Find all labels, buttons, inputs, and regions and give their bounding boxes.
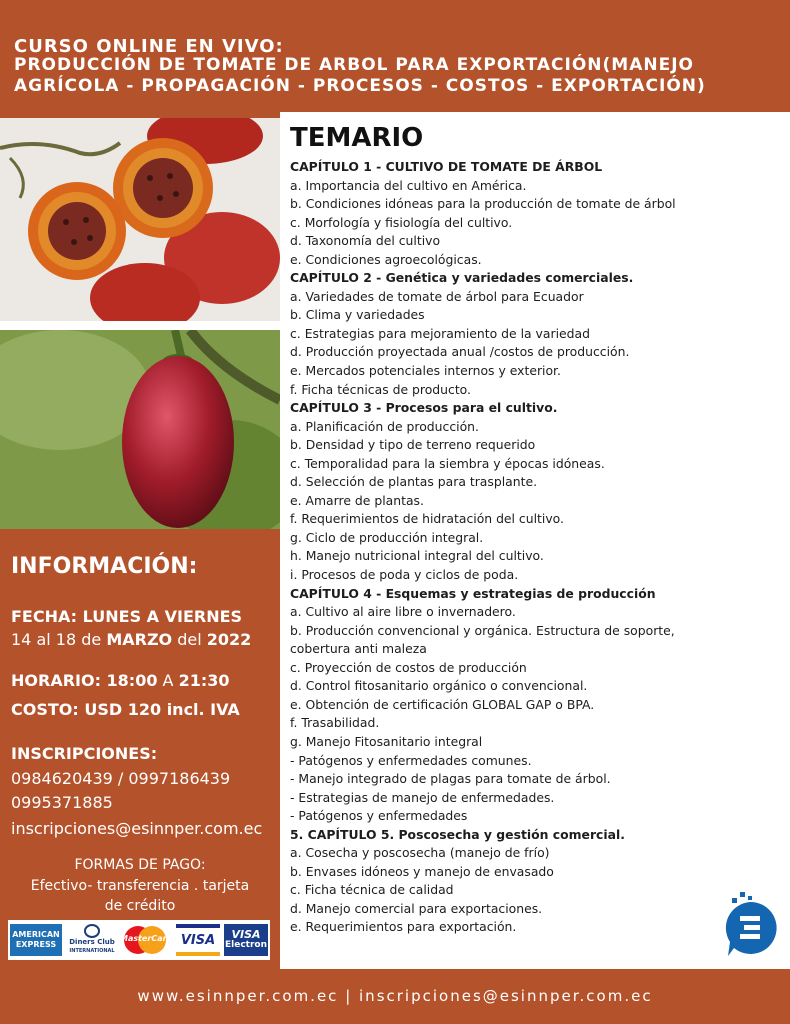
horario-a: A xyxy=(157,671,179,690)
topic-item: f. Requerimientos de hidratación del cultivo. xyxy=(290,511,564,527)
topic-item: d. Manejo comercial para exportaciones. xyxy=(290,900,543,916)
topic-item: cobertura anti maleza xyxy=(290,641,427,657)
topic-item: e. Amarre de plantas. xyxy=(290,492,424,508)
topic-item: d. Control fitosanitario orgánico o convencional. xyxy=(290,678,588,694)
fecha-days: 14 al 18 de xyxy=(11,630,107,649)
chapter-heading: CAPÍTULO 2 - Genética y variedades comerciales. xyxy=(290,270,634,286)
topic-item: c. Proyección de costos de producción xyxy=(290,659,527,675)
esinnper-logo-icon xyxy=(722,890,777,958)
temario-section xyxy=(290,120,785,937)
topic-item: d. Selección de plantas para trasplante. xyxy=(290,474,538,490)
topic-item: b. Clima y variedades xyxy=(290,307,425,323)
header-line-3: AGRÍCOLA - PROPAGACIÓN - PROCESOS - COSTOS - EXPORTACIÓN) xyxy=(14,76,706,96)
topic-item: b. Densidad y tipo de terreno requerido xyxy=(290,437,536,453)
photo-hanging-tree-tomato xyxy=(0,330,280,529)
visa-logo: VISA xyxy=(176,924,220,956)
topic-item: c. Ficha técnica de calidad xyxy=(290,882,454,898)
chapter-heading: CAPÍTULO 3 - Procesos para el cultivo. xyxy=(290,400,558,416)
chapter-heading: 5. CAPÍTULO 5. Poscosecha y gestión comercial. xyxy=(290,826,625,842)
topic-item: - Patógenos y enfermedades comunes. xyxy=(290,752,532,768)
footer-links[interactable]: www.esinnper.com.ec | inscripciones@esinnper.com.ec xyxy=(137,987,653,1005)
topic-item: a. Cultivo al aire libre o invernadero. xyxy=(290,604,516,620)
payment-cards xyxy=(8,920,270,960)
diners-circle-icon xyxy=(84,924,100,938)
photo-cut-tree-tomatoes xyxy=(0,118,280,321)
topic-item: b. Producción convencional y orgánica. Estructura de soporte, xyxy=(290,622,675,638)
topic-item: a. Importancia del cultivo en América. xyxy=(290,177,527,193)
header-tab xyxy=(280,112,790,118)
fecha-year: 2022 xyxy=(206,630,252,649)
diners-logo xyxy=(68,924,116,956)
email-link[interactable]: inscripciones@esinnper.com.ec xyxy=(11,819,263,838)
topic-item: - Estrategias de manejo de enfermedades. xyxy=(290,789,555,805)
temario-list xyxy=(290,158,785,937)
info-title: INFORMACIÓN: xyxy=(11,554,198,579)
esinnper-logo xyxy=(722,890,777,958)
amex-logo xyxy=(10,924,62,956)
topic-item: c. Morfología y fisiología del cultivo. xyxy=(290,214,513,230)
topic-item: h. Manejo nutricional integral del cultivo. xyxy=(290,548,544,564)
visa-electron-text-2: Electron xyxy=(224,940,267,950)
fecha-del: del xyxy=(172,630,207,649)
topic-item: d. Taxonomía del cultivo xyxy=(290,233,441,249)
fecha-value xyxy=(11,630,251,649)
topic-item: a. Planificación de producción. xyxy=(290,418,479,434)
visa-electron-text-1: VISA xyxy=(231,928,261,941)
footer-bar xyxy=(0,969,790,1024)
topic-item: e. Requerimientos para exportación. xyxy=(290,919,517,935)
mastercard-logo xyxy=(120,924,173,956)
topic-item: i. Procesos de poda y ciclos de poda. xyxy=(290,567,519,583)
topic-item: a. Variedades de tomate de árbol para Ecuador xyxy=(290,288,584,304)
info-panel xyxy=(0,529,280,969)
diners-text-2: INTERNATIONAL xyxy=(69,948,115,954)
pago-title: FORMAS DE PAGO: xyxy=(74,857,206,873)
topic-item: e. Mercados potenciales internos y exterior. xyxy=(290,363,561,379)
temario-title: TEMARIO xyxy=(290,123,424,153)
inscripciones-label: INSCRIPCIONES: xyxy=(11,744,158,763)
fecha-label: FECHA: LUNES A VIERNES xyxy=(11,607,243,626)
topic-item: f. Trasabilidad. xyxy=(290,715,380,731)
header-line-1: CURSO ONLINE EN VIVO: xyxy=(14,36,284,57)
topic-item: c. Estrategias para mejoramiento de la variedad xyxy=(290,325,590,341)
topic-item: b. Envases idóneos y manejo de envasado xyxy=(290,863,554,879)
topic-item: e. Obtención de certificación GLOBAL GAP o BPA. xyxy=(290,696,595,712)
chapter-heading: CAPÍTULO 1 - CULTIVO DE TOMATE DE ÁRBOL xyxy=(290,159,603,174)
header-banner xyxy=(0,0,790,118)
topic-item: e. Condiciones agroecológicas. xyxy=(290,251,482,267)
phones-line-1[interactable]: 0984620439 / 0997186439 xyxy=(11,769,231,788)
topic-item: b. Condiciones idóneas para la producción de tomate de árbol xyxy=(290,196,676,212)
header-line-2: PRODUCCIÓN DE TOMATE DE ARBOL PARA EXPORTACIÓN(MANEJO xyxy=(14,55,694,75)
topic-item: d. Producción proyectada anual /costos de producción. xyxy=(290,344,630,360)
horario-end: 21:30 xyxy=(178,671,230,690)
topic-item: c. Temporalidad para la siembra y épocas idóneas. xyxy=(290,455,605,471)
amex-text-1: AMERICAN xyxy=(12,930,60,939)
amex-text-2: EXPRESS xyxy=(15,940,57,949)
topic-item: - Patógenos y enfermedades xyxy=(290,808,468,824)
horario xyxy=(11,671,230,690)
topic-item: g. Ciclo de producción integral. xyxy=(290,529,484,545)
visa-electron-logo xyxy=(224,924,268,956)
topic-item: - Manejo integrado de plagas para tomate de árbol. xyxy=(290,771,611,787)
topic-item: a. Cosecha y poscosecha (manejo de frío) xyxy=(290,845,550,861)
diners-text-1: Diners Club xyxy=(69,938,115,946)
mastercard-text: MasterCard xyxy=(120,934,173,943)
horario-label: HORARIO: 18:00 xyxy=(11,671,158,690)
costo: COSTO: USD 120 incl. IVA xyxy=(11,700,240,719)
pago-line-1: Efectivo- transferencia . tarjeta xyxy=(30,878,250,894)
topic-item: f. Ficha técnicas de producto. xyxy=(290,381,471,397)
phones-line-2[interactable]: 0995371885 xyxy=(11,793,113,812)
pago-line-2: de crédito xyxy=(104,898,176,914)
fecha-month: MARZO xyxy=(106,630,173,649)
topic-item: g. Manejo Fitosanitario integral xyxy=(290,733,483,749)
photo-gap xyxy=(0,321,280,330)
chapter-heading: CAPÍTULO 4 - Esquemas y estrategias de producción xyxy=(290,585,656,601)
